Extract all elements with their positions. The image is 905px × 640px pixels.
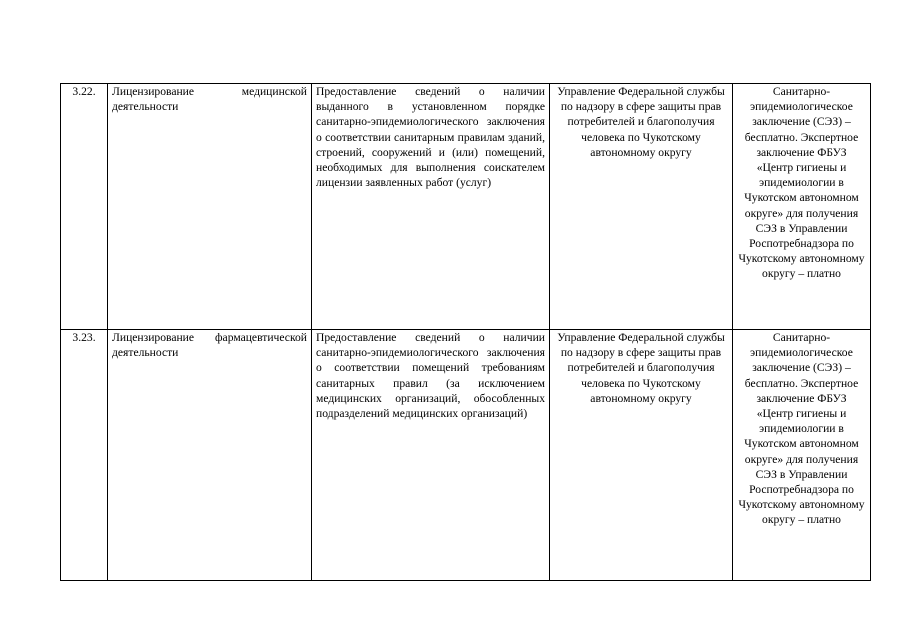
service-name: Лицензирование фармацевтической деятельности <box>108 330 312 581</box>
row-number: 3.23. <box>61 330 108 581</box>
table-row <box>61 84 871 330</box>
responsible-organization: Управление Федеральной службы по надзору в сфере защиты прав потребителей и благополучия человека по Чукотскому автономному округу <box>550 84 733 330</box>
service-name: Лицензирование медицинской деятельности <box>108 84 312 330</box>
service-description: Предоставление сведений о наличии санитарно-эпидемиологического заключения о соответствии помещений требованиям санитарных правил (за исключением медицинских организаций, обособленных подразделений медицинских организаций) <box>312 330 550 581</box>
table-row <box>61 330 871 581</box>
row-number: 3.22. <box>61 84 108 330</box>
responsible-organization: Управление Федеральной службы по надзору в сфере защиты прав потребителей и благополучия человека по Чукотскому автономному округу <box>550 330 733 581</box>
cost-note: Санитарно-эпидемиологическое заключение (СЭЗ) – бесплатно. Экспертное заключение ФБУЗ «Центр гигиены и эпидемиологии в Чукотском автономном округе» для получения СЭЗ в Управлении Роспотребнадзора по Чукотскому автономному округу – платно <box>733 330 871 581</box>
cost-note: Санитарно-эпидемиологическое заключение (СЭЗ) – бесплатно. Экспертное заключение ФБУЗ «Центр гигиены и эпидемиологии в Чукотском автономном округе» для получения СЭЗ в Управлении Роспотребнадзора по Чукотскому автономному округу – платно <box>733 84 871 330</box>
services-table <box>60 83 871 581</box>
service-description: Предоставление сведений о наличии выданного в установленном порядке санитарно-эпидемиологического заключения о соответствии санитарным правилам зданий, строений, сооружений и (или) помещений, необходимых для выполнения соискателем лицензии заявленных работ (услуг) <box>312 84 550 330</box>
